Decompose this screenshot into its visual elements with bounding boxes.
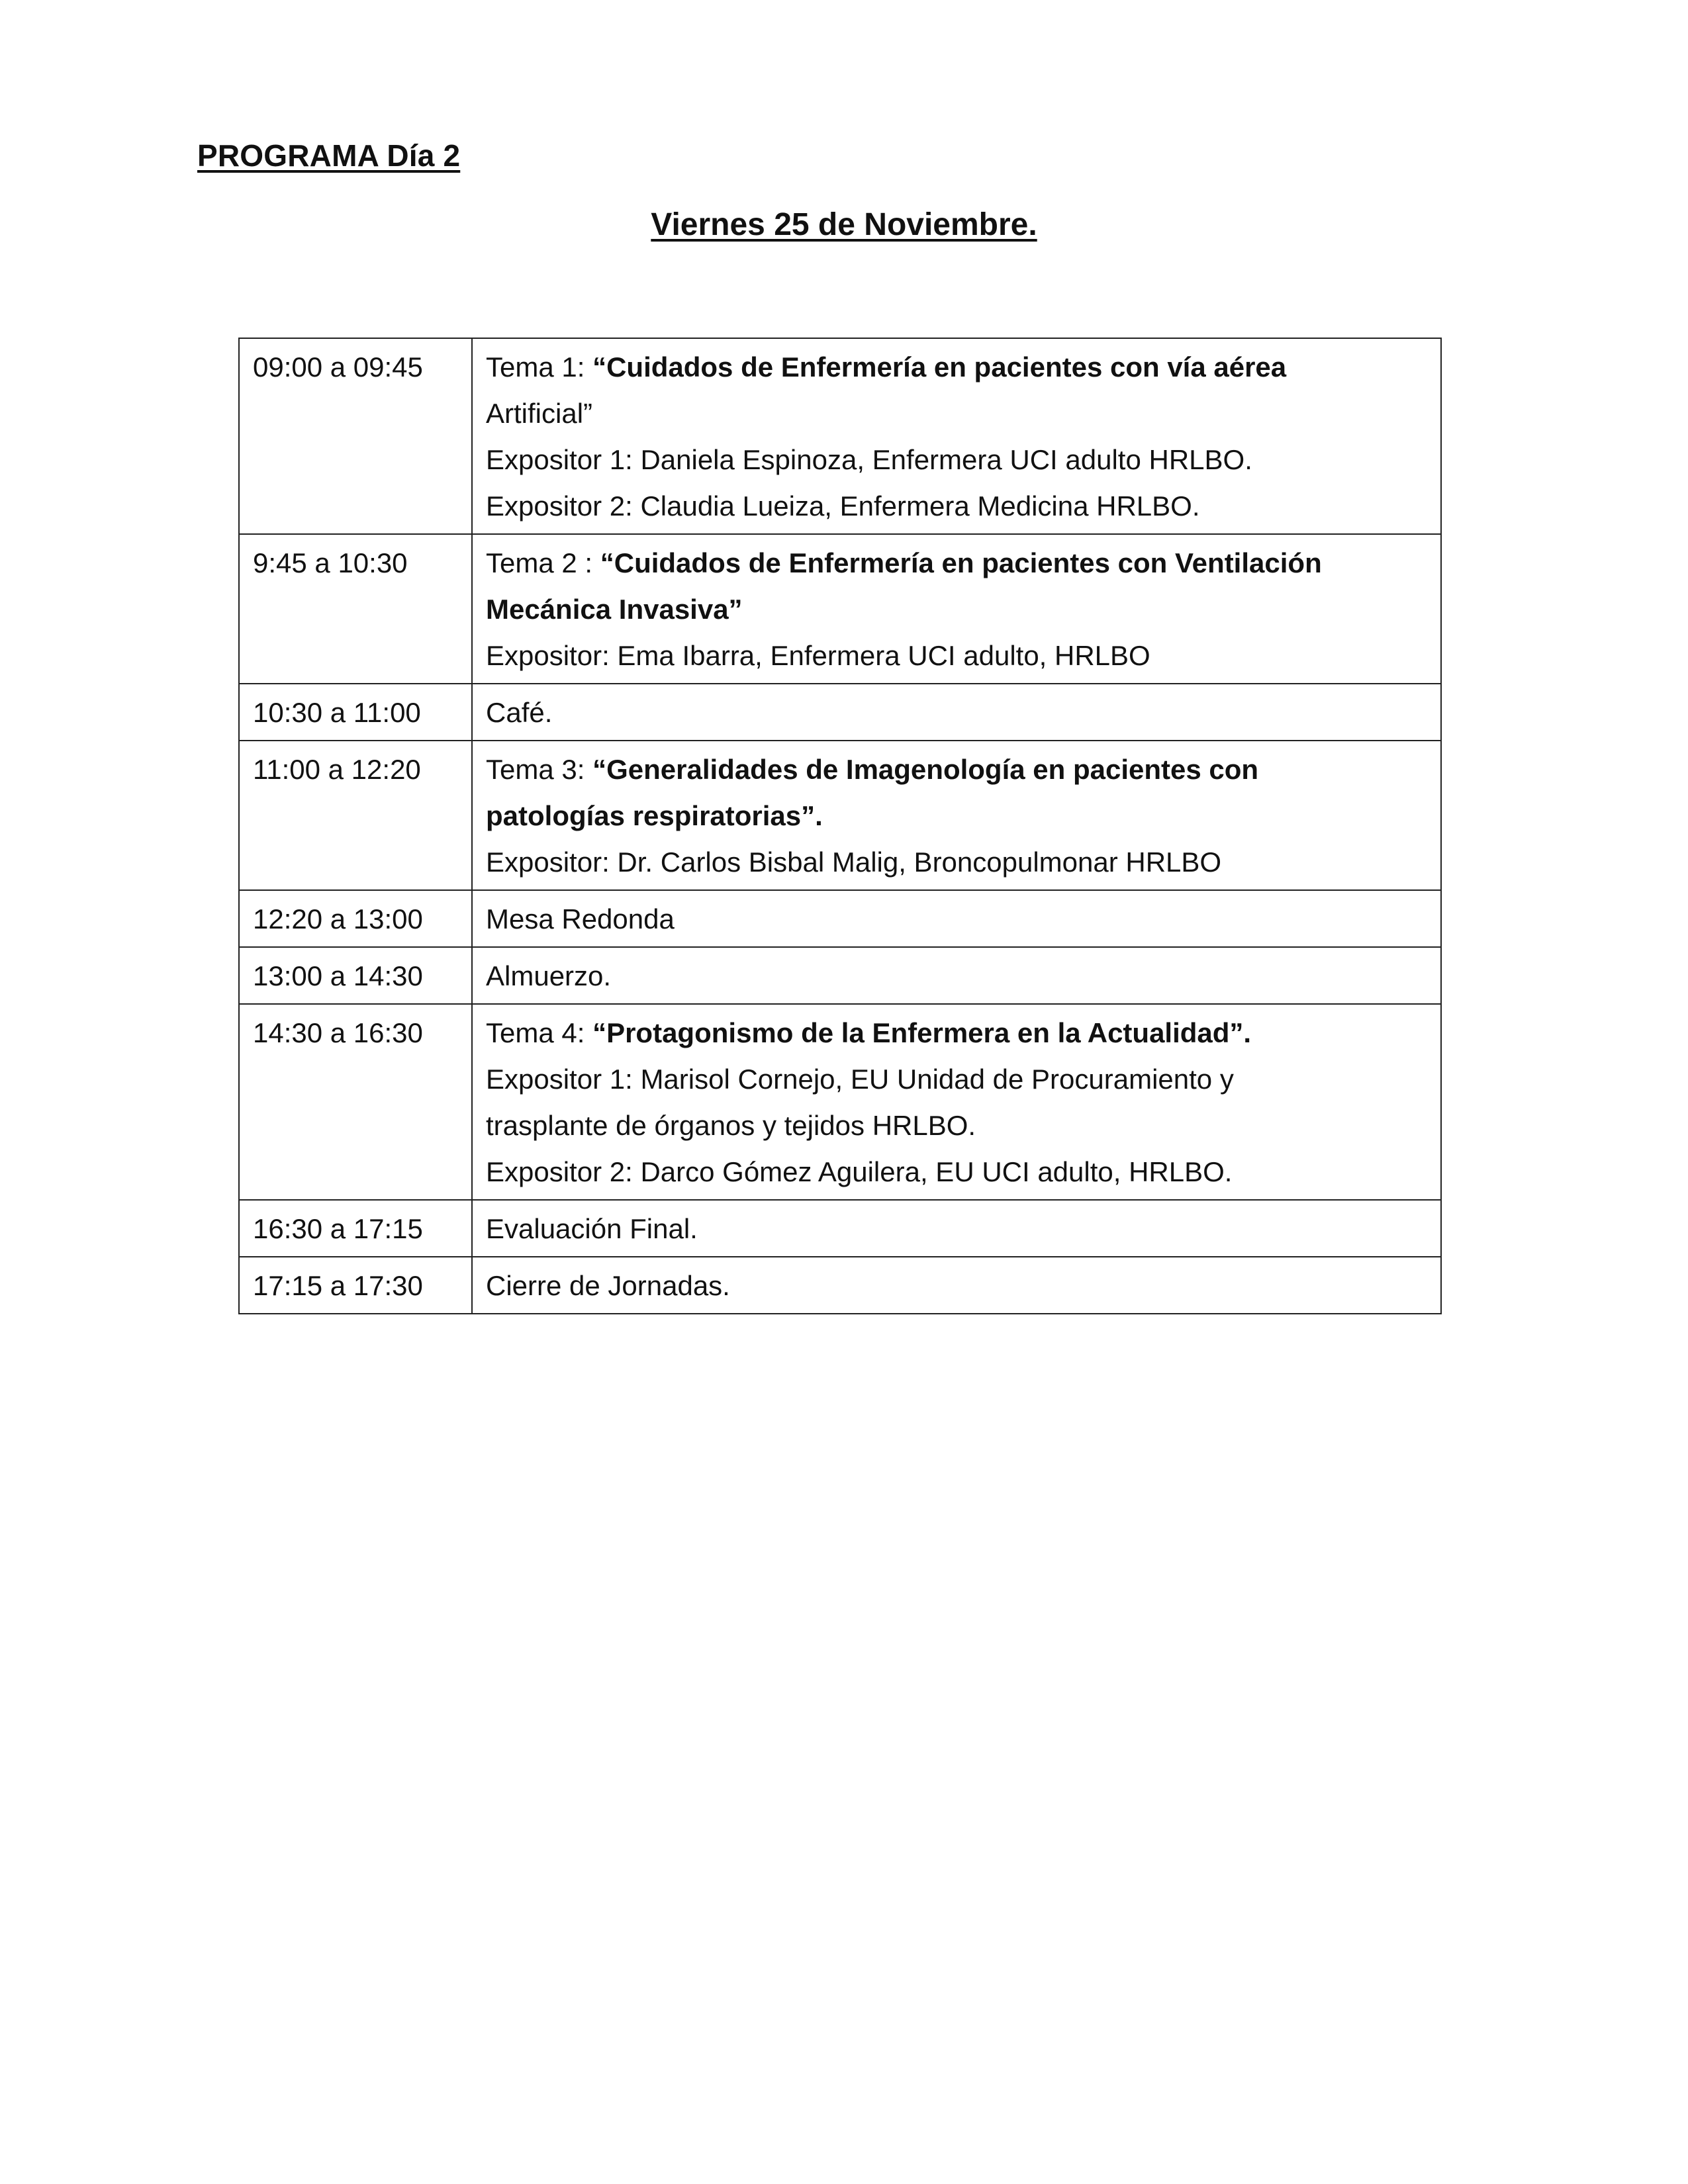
time-cell: 09:00 a 09:45 bbox=[239, 338, 472, 534]
description-cell bbox=[472, 1257, 1441, 1314]
page-title: PROGRAMA Día 2 bbox=[197, 138, 461, 173]
table-row bbox=[239, 1004, 1441, 1200]
table-row bbox=[239, 534, 1441, 684]
topic-title: “Cuidados de Enfermería en pacientes con vía aérea bbox=[592, 351, 1287, 383]
speaker-line: Expositor 2: Darco Gómez Aguilera, EU UCI adulto, HRLBO. bbox=[486, 1156, 1233, 1187]
schedule-table bbox=[238, 338, 1442, 1314]
description-cell bbox=[472, 890, 1441, 947]
activity-text: Almuerzo. bbox=[486, 960, 612, 991]
description-cell bbox=[472, 338, 1441, 534]
table-row bbox=[239, 1257, 1441, 1314]
table-row bbox=[239, 947, 1441, 1004]
description-cell bbox=[472, 947, 1441, 1004]
topic-line bbox=[486, 344, 1427, 390]
table-row bbox=[239, 741, 1441, 890]
description-cell bbox=[472, 534, 1441, 684]
time-cell: 10:30 a 11:00 bbox=[239, 684, 472, 741]
time-cell: 11:00 a 12:20 bbox=[239, 741, 472, 890]
topic-title: “Cuidados de Enfermería en pacientes con Ventilación bbox=[600, 547, 1322, 578]
description-cell bbox=[472, 1004, 1441, 1200]
topic-title: “Protagonismo de la Enfermera en la Actualidad”. bbox=[592, 1017, 1252, 1048]
topic-line bbox=[486, 1010, 1427, 1056]
topic-title-continued: patologías respiratorias”. bbox=[486, 800, 823, 831]
speaker-line: Expositor 1: Marisol Cornejo, EU Unidad de Procuramiento y bbox=[486, 1064, 1234, 1095]
time-cell: 9:45 a 10:30 bbox=[239, 534, 472, 684]
table-row bbox=[239, 338, 1441, 534]
topic-title: “Generalidades de Imagenología en pacientes con bbox=[592, 754, 1259, 785]
date-heading: Viernes 25 de Noviembre. bbox=[651, 207, 1037, 242]
speaker-line: Expositor 1: Daniela Espinoza, Enfermera UCI adulto HRLBO. bbox=[486, 444, 1252, 475]
activity-text: Cierre de Jornadas. bbox=[486, 1270, 730, 1301]
time-cell: 13:00 a 14:30 bbox=[239, 947, 472, 1004]
topic-prefix: Tema 2 : bbox=[486, 547, 600, 578]
table-row bbox=[239, 890, 1441, 947]
speaker-line: Expositor: Dr. Carlos Bisbal Malig, Broncopulmonar HRLBO bbox=[486, 846, 1222, 878]
time-cell: 14:30 a 16:30 bbox=[239, 1004, 472, 1200]
topic-prefix: Tema 3: bbox=[486, 754, 593, 785]
table-row bbox=[239, 684, 1441, 741]
topic-prefix: Tema 4: bbox=[486, 1017, 593, 1048]
speaker-line-continued: trasplante de órganos y tejidos HRLBO. bbox=[486, 1110, 976, 1141]
speaker-line: Expositor: Ema Ibarra, Enfermera UCI adulto, HRLBO bbox=[486, 640, 1150, 671]
table-row bbox=[239, 1200, 1441, 1257]
activity-text: Mesa Redonda bbox=[486, 903, 675, 934]
activity-text: Café. bbox=[486, 697, 553, 728]
topic-title-continued: Artificial” bbox=[486, 398, 593, 429]
topic-line bbox=[486, 540, 1427, 586]
description-cell bbox=[472, 684, 1441, 741]
speaker-line: Expositor 2: Claudia Lueiza, Enfermera Medicina HRLBO. bbox=[486, 490, 1200, 522]
topic-title-continued: Mecánica Invasiva” bbox=[486, 594, 743, 625]
description-cell bbox=[472, 1200, 1441, 1257]
time-cell: 12:20 a 13:00 bbox=[239, 890, 472, 947]
time-cell: 17:15 a 17:30 bbox=[239, 1257, 472, 1314]
time-cell: 16:30 a 17:15 bbox=[239, 1200, 472, 1257]
description-cell bbox=[472, 741, 1441, 890]
activity-text: Evaluación Final. bbox=[486, 1213, 698, 1244]
topic-line bbox=[486, 747, 1427, 793]
topic-prefix: Tema 1: bbox=[486, 351, 593, 383]
